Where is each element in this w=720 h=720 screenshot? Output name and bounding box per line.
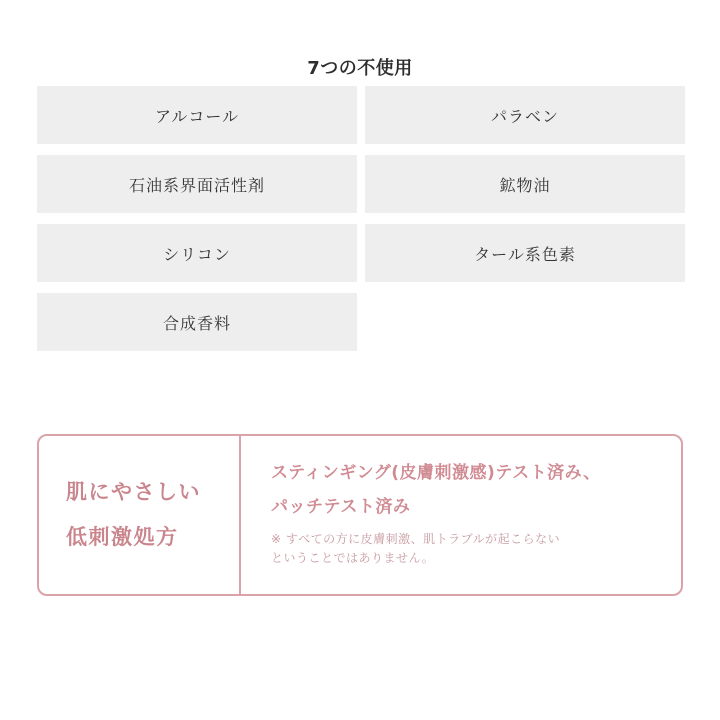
test-claim-heading-line-1: スティンギング(皮膚刺激感)テスト済み、 — [271, 463, 601, 483]
grid-empty-cell — [365, 293, 685, 351]
disclaimer-line-1: ※ すべての方に皮膚刺激、肌トラブルが起こらない — [271, 532, 561, 546]
free-from-item-tar-dye: タール系色素 — [365, 224, 685, 282]
free-from-item-alcohol: アルコール — [37, 86, 357, 144]
gentle-formula-label — [39, 436, 239, 594]
section-title: 7つの不使用 — [307, 58, 413, 79]
free-from-item-silicone: シリコン — [37, 224, 357, 282]
test-claim-heading — [271, 456, 671, 524]
free-from-item-synthetic-fragrance: 合成香料 — [37, 293, 357, 351]
free-from-item-paraben: パラベン — [365, 86, 685, 144]
free-from-grid — [37, 86, 685, 351]
gentle-formula-line-1: 肌にやさしい — [66, 480, 201, 504]
test-claim — [271, 456, 671, 568]
disclaimer-line-2: ということではありません。 — [271, 551, 435, 565]
test-claim-heading-line-2: パッチテスト済み — [271, 497, 411, 517]
disclaimer-note — [271, 530, 671, 568]
gentle-formula-line-2: 低刺激処方 — [66, 525, 179, 549]
panel-divider — [239, 436, 241, 594]
free-from-item-petroleum-surfactant: 石油系界面活性剤 — [37, 155, 357, 213]
gentle-formula-panel — [37, 434, 683, 596]
free-from-item-mineral-oil: 鉱物油 — [365, 155, 685, 213]
